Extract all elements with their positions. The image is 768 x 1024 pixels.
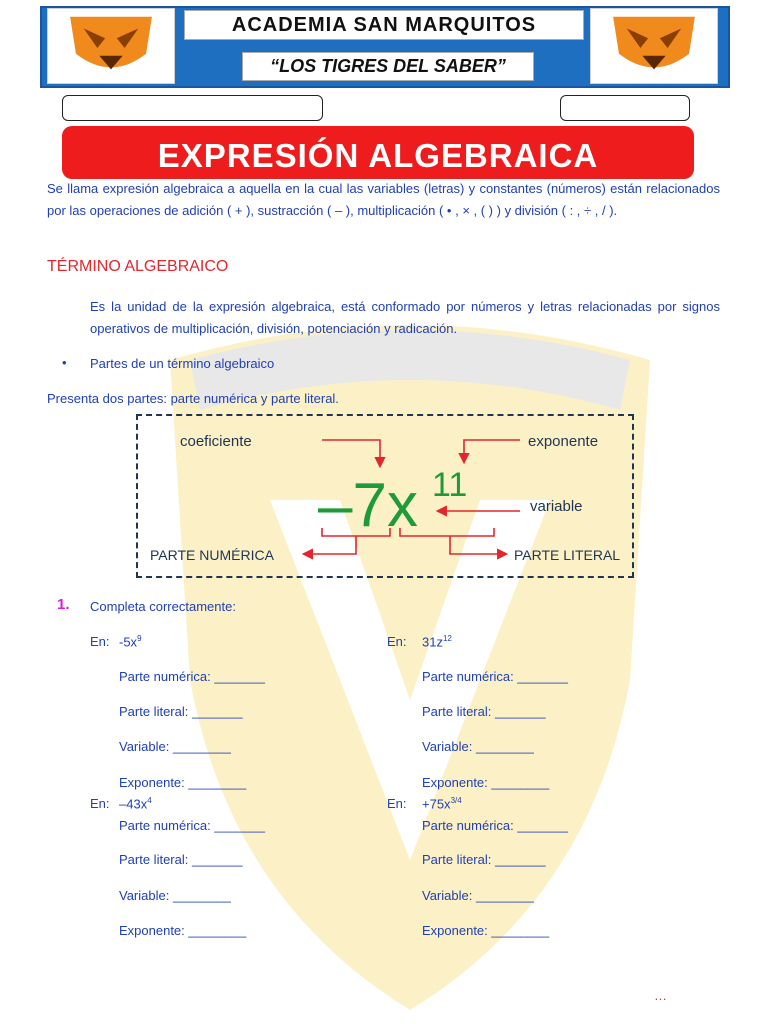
tiger-logo-left [47,8,175,84]
parte-numerica-label: PARTE NUMÉRICA [150,547,274,563]
variable-blank[interactable]: Variable: ________ [119,888,231,903]
coeficiente-label: coeficiente [180,433,252,450]
tiger-icon [591,9,717,83]
exponente-blank[interactable]: Exponente: ________ [119,923,247,938]
section-heading: TÉRMINO ALGEBRAICO [47,258,229,275]
exponente-label: exponente [528,433,599,450]
student-name-field[interactable] [62,95,323,121]
parte-literal-label: PARTE LITERAL [514,547,621,563]
term-exponent: 11 [432,466,468,504]
item-expression: $-5x^9$ [119,634,142,650]
item-en-label: En: [387,634,407,649]
item-en-label: En: [387,796,407,811]
intro-paragraph: Se llama expresión algebraica a aquella en la cual las variables (letras) y constantes (números) están relacionados por las operaciones de adición ( + ), sustracción ( – ), multiplicación ( • , × , ( ) ) y división ( : , ÷ , / ). [47,181,720,218]
item-en-label: En: [90,796,110,811]
parte-literal-blank[interactable]: Parte literal: _______ [422,852,546,867]
school-motto: “LOS TIGRES DEL SABER” [242,52,534,81]
term-diagram-svg [138,416,632,576]
term-diagram [136,414,634,578]
item-expression: $-43x^4$ [119,796,152,812]
presenta-text: Presenta dos partes: parte numérica y parte literal. [47,391,339,406]
variable-blank[interactable]: Variable: ________ [422,739,534,754]
parte-literal-blank[interactable]: Parte literal: _______ [119,704,243,719]
definition-paragraph: Es la unidad de la expresión algebraica, está conformado por números y letras relacionadas por signos operativos de multiplicación, división, potenciación y radicación. [90,299,720,336]
coeficiente-arrow [322,440,380,466]
parte-numerica-blank[interactable]: Parte numérica: _______ [119,669,265,684]
item-en-label: En: [90,634,110,649]
tiger-shield-watermark [150,300,670,1020]
bullet-text: Partes de un término algebraico [90,356,275,371]
parte-numerica-blank[interactable]: Parte numérica: _______ [119,818,265,833]
item-expression: $31z^{12}$ [422,634,452,650]
page-title: EXPRESIÓN ALGEBRAICA [62,126,694,179]
exercise-instruction: Completa correctamente: [90,599,236,614]
parte-numerica-blank[interactable]: Parte numérica: _______ [422,669,568,684]
school-name: ACADEMIA SAN MARQUITOS [184,10,584,40]
variable-blank[interactable]: Variable: ________ [119,739,231,754]
exponente-blank[interactable]: Exponente: ________ [119,775,247,790]
variable-label: variable [530,498,583,515]
tiger-icon [48,9,174,83]
date-field[interactable] [560,95,690,121]
exponente-arrow [464,440,520,462]
parte-numerica-blank[interactable]: Parte numérica: _______ [422,818,568,833]
bullet-icon: • [62,355,67,370]
parte-literal-blank[interactable]: Parte literal: _______ [119,852,243,867]
parte-literal-blank[interactable]: Parte literal: _______ [422,704,546,719]
tiger-logo-right [590,8,718,84]
item-expression: $+75x^{3/4}$ [422,796,462,812]
exercise-number: 1. [57,596,70,613]
variable-blank[interactable]: Variable: ________ [422,888,534,903]
exponente-blank[interactable]: Exponente: ________ [422,923,550,938]
page-continue-mark: … [654,988,667,1003]
exponente-blank[interactable]: Exponente: ________ [422,775,550,790]
term-base: –7x [318,471,418,540]
